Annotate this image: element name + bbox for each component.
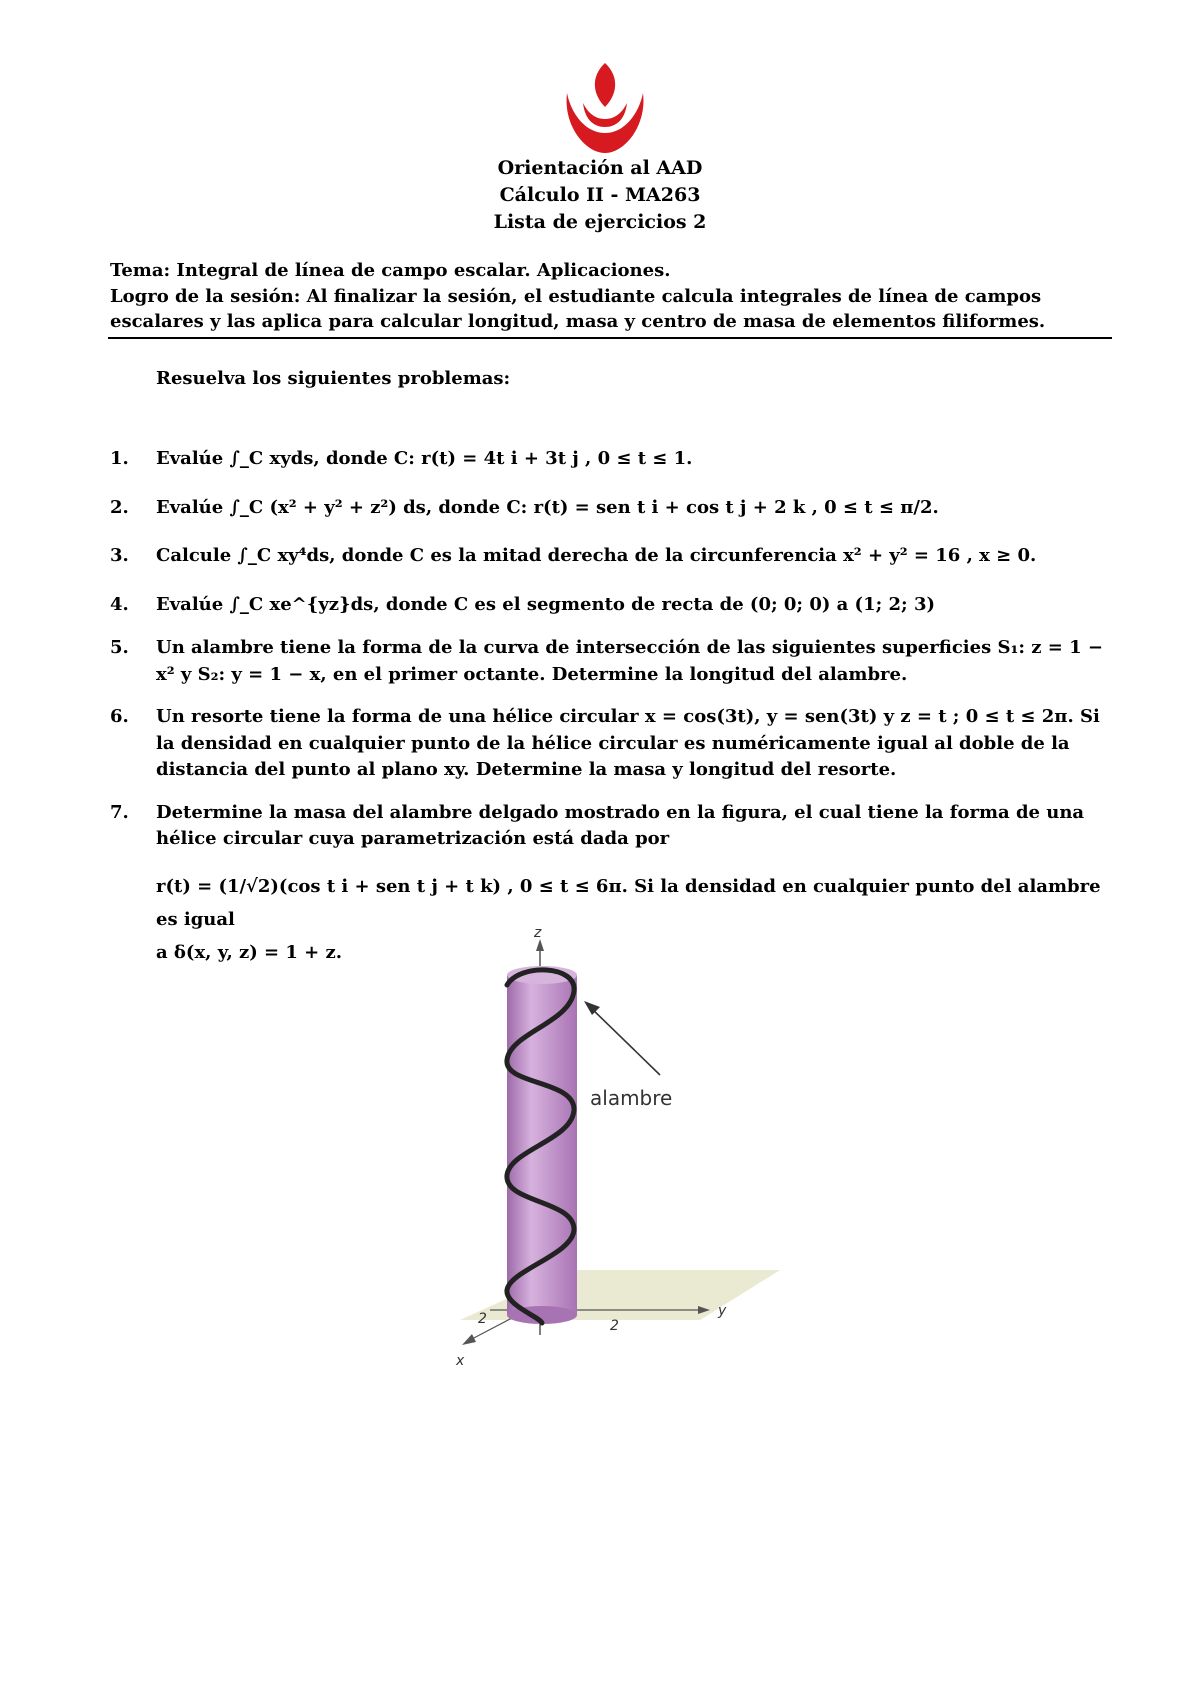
pointer-arrow [588, 1005, 660, 1075]
header-divider [108, 337, 1112, 339]
problem-text: Evalúe ∫_C (x² + y² + z²) ds, donde C: r(t) = sen t i + cos t j + 2 k , 0 ≤ t ≤ π/2. [156, 496, 939, 518]
session-meta [110, 258, 1110, 335]
logro-line [110, 284, 1110, 335]
problem-6 [110, 704, 1112, 784]
problem-2 [110, 495, 1112, 522]
y-axis-label: y [718, 1303, 727, 1319]
problem-number: 6. [110, 706, 129, 727]
problem-4 [110, 592, 1112, 619]
y-tick-label: 2 [610, 1318, 619, 1334]
tema-text: Integral de línea de campo escalar. Aplicaciones. [176, 260, 671, 281]
x-axis-label: x [456, 1353, 465, 1369]
problem-number: 2. [110, 496, 129, 518]
header-line-3: Lista de ejercicios 2 [493, 211, 707, 233]
problem-text: Evalúe ∫_C xyds, donde C: r(t) = 4t i + 3t j , 0 ≤ t ≤ 1. [156, 448, 693, 469]
formula-line-2: a δ(x, y, z) = 1 + z. [156, 942, 342, 963]
problem-1 [110, 446, 1112, 473]
document-header [0, 155, 1200, 236]
formula-line-1: r(t) = (1/√2)(cos t i + sen t j + t k) , 0 ≤ t ≤ 6π. Si la densidad en cualquier punto del alambre es igual [156, 876, 1101, 930]
logro-text: Al finalizar la sesión, el estudiante calcula integrales de línea de campos escalares y las aplica para calcular longitud, masa y centro de masa de elementos filiformes. [110, 285, 1046, 332]
x-tick-label: 2 [478, 1311, 487, 1327]
problem-number: 5. [110, 637, 129, 658]
tema-line [110, 258, 1110, 284]
upc-logo [555, 55, 655, 165]
z-axis-label: z [534, 925, 542, 941]
tema-label: Tema: [110, 260, 171, 281]
header-line-1: Orientación al AAD [497, 157, 703, 179]
helix-figure [450, 925, 790, 1375]
problem-5 [110, 635, 1112, 688]
problem-list [110, 446, 1112, 869]
logro-label: Logro de la sesión: [110, 285, 301, 307]
problem-number: 7. [110, 801, 129, 823]
problem-text: Calcule ∫_C xy⁴ds, donde C es la mitad derecha de la circunferencia x² + y² = 16 , x ≥ 0. [156, 545, 1037, 566]
header-line-2: Cálculo II - MA263 [499, 184, 701, 206]
instruction-text: Resuelva los siguientes problemas: [156, 368, 511, 389]
problem-7 [110, 800, 1112, 853]
problem-text: Un resorte tiene la forma de una hélice circular x = cos(3t), y = sen(3t) y z = t ; 0 ≤ t ≤ 2π. Si la densidad en cualquier punto de la hélice circular es numéricamente igual al doble de la distancia del punto al plano xy. Determine la masa y longitud del resorte. [156, 706, 1100, 780]
problem-3 [110, 543, 1112, 570]
problem-text: Determine la masa del alambre delgado mostrado en la figura, el cual tiene la forma de una hélice circular cuya parametrización está dada por [156, 801, 1085, 849]
problem-text: Un alambre tiene la forma de la curva de intersección de las siguientes superficies S₁: z = 1 − x² y S₂: y = 1 − x, en el primer octante. Determine la longitud del alambre. [156, 637, 1103, 685]
problem-text: Evalúe ∫_C xe^{yz}ds, donde C es el segmento de recta de (0; 0; 0) a (1; 2; 3) [156, 593, 935, 615]
problem-number: 4. [110, 593, 129, 615]
figure-label: alambre [590, 1086, 673, 1110]
problem-number: 1. [110, 448, 129, 469]
problem-number: 3. [110, 545, 129, 566]
